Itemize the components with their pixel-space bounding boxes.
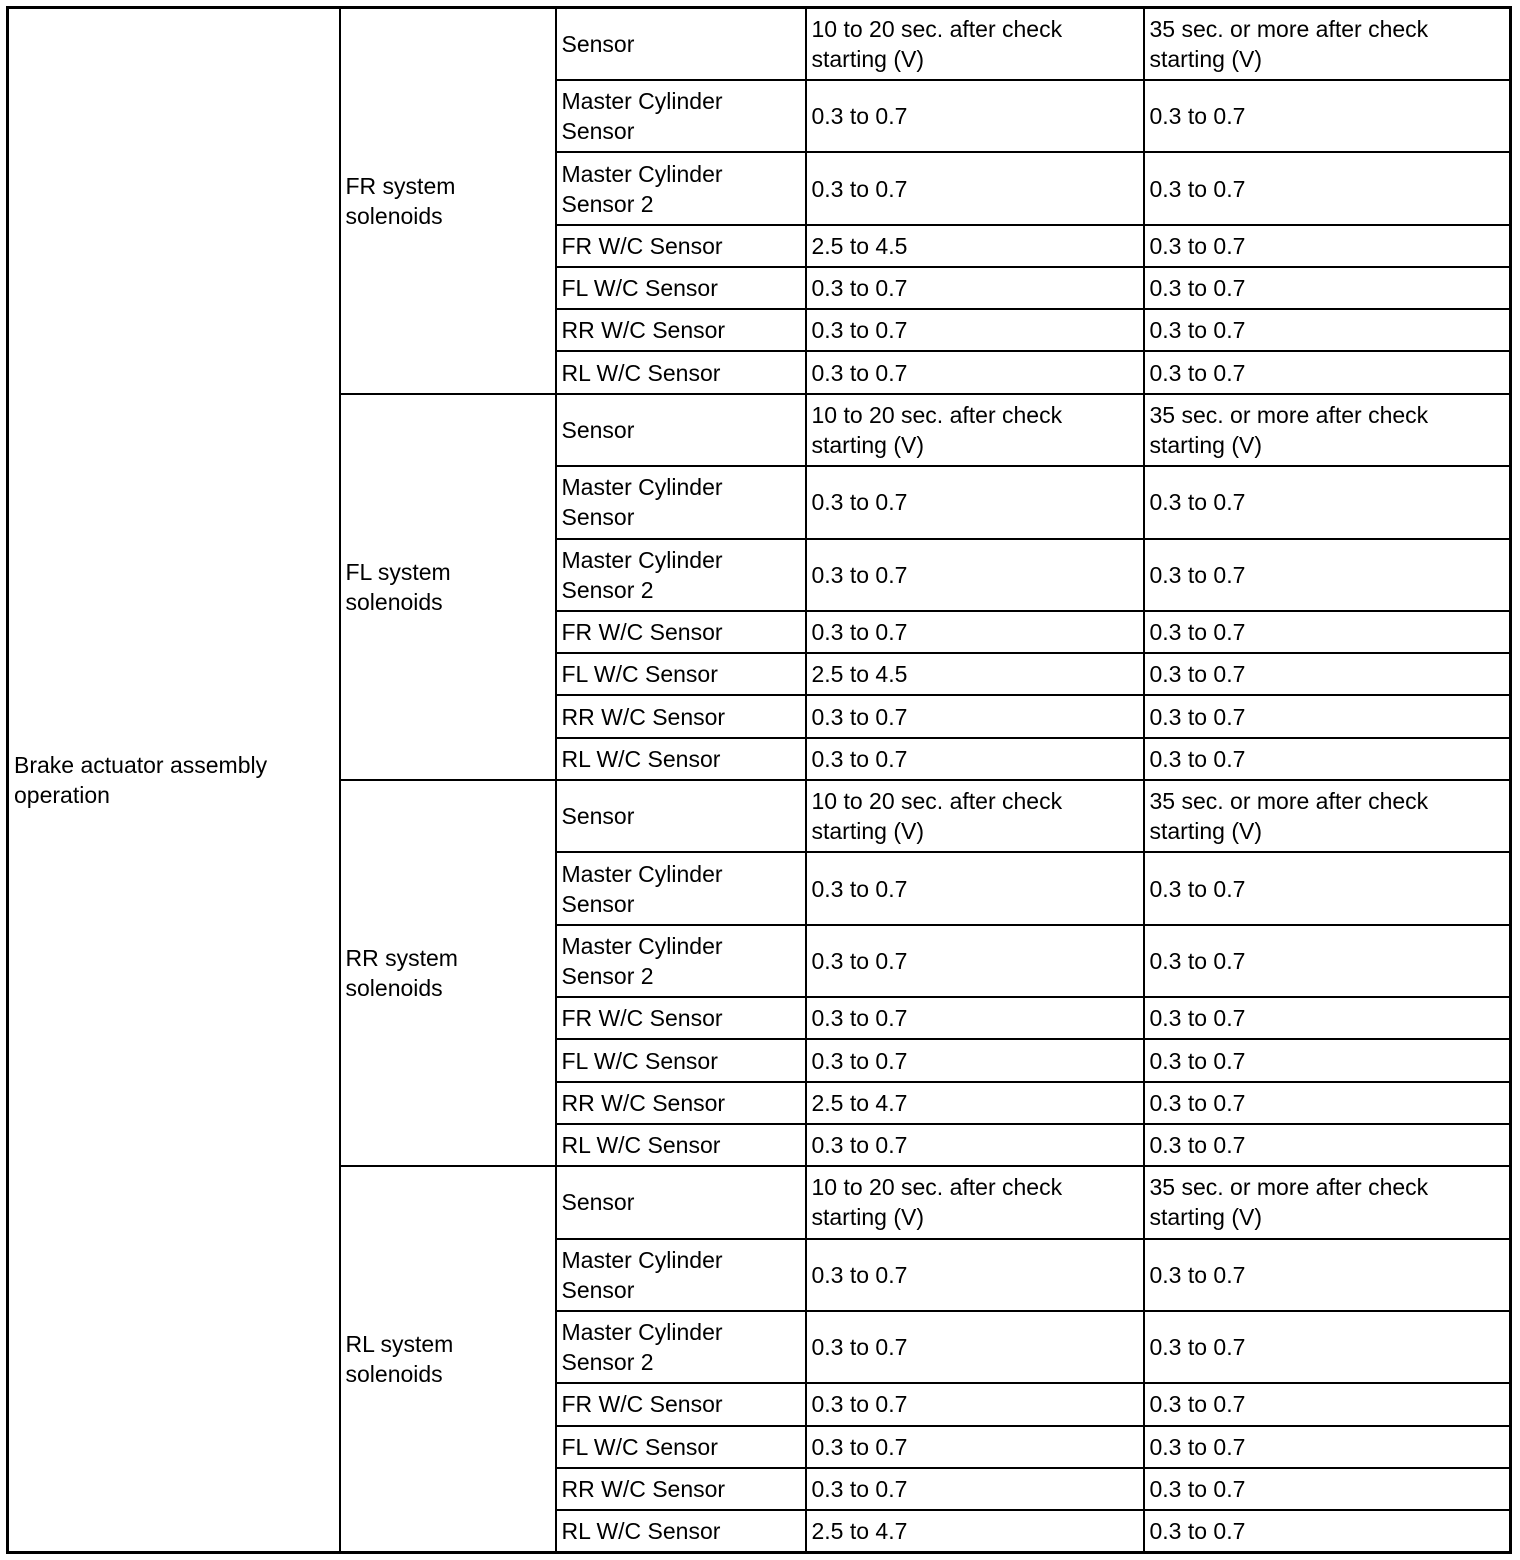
early-voltage-value: 0.3 to 0.7 (806, 1468, 1144, 1510)
early-voltage-value: 0.3 to 0.7 (806, 1383, 1144, 1425)
sensor-name: FL W/C Sensor (556, 1426, 806, 1468)
late-voltage-value: 0.3 to 0.7 (1144, 1082, 1511, 1124)
late-voltage-column-header: 35 sec. or more after check starting (V) (1144, 1166, 1511, 1238)
late-voltage-value: 0.3 to 0.7 (1144, 1468, 1511, 1510)
early-voltage-value: 0.3 to 0.7 (806, 611, 1144, 653)
sensor-name: Master Cylinder Sensor (556, 80, 806, 152)
group-header-row (8, 8, 1511, 80)
sensor-name: FR W/C Sensor (556, 225, 806, 267)
sensor-column-header: Sensor (556, 1166, 806, 1238)
late-voltage-value: 0.3 to 0.7 (1144, 80, 1511, 152)
early-voltage-value: 0.3 to 0.7 (806, 695, 1144, 737)
sensor-name: RL W/C Sensor (556, 1124, 806, 1166)
late-voltage-value: 0.3 to 0.7 (1144, 1039, 1511, 1081)
sensor-name: Master Cylinder Sensor 2 (556, 925, 806, 997)
sensor-name: FL W/C Sensor (556, 267, 806, 309)
late-voltage-value: 0.3 to 0.7 (1144, 695, 1511, 737)
solenoid-group-label: RL system solenoids (340, 1166, 556, 1552)
late-voltage-value: 0.3 to 0.7 (1144, 225, 1511, 267)
sensor-name: RL W/C Sensor (556, 1510, 806, 1552)
early-voltage-value: 2.5 to 4.7 (806, 1510, 1144, 1552)
early-voltage-column-header: 10 to 20 sec. after check starting (V) (806, 1166, 1144, 1238)
early-voltage-column-header: 10 to 20 sec. after check starting (V) (806, 780, 1144, 852)
sensor-name: FL W/C Sensor (556, 1039, 806, 1081)
sensor-name: FR W/C Sensor (556, 1383, 806, 1425)
early-voltage-value: 0.3 to 0.7 (806, 309, 1144, 351)
early-voltage-value: 0.3 to 0.7 (806, 997, 1144, 1039)
late-voltage-value: 0.3 to 0.7 (1144, 1383, 1511, 1425)
sensor-name: RL W/C Sensor (556, 738, 806, 780)
late-voltage-value: 0.3 to 0.7 (1144, 351, 1511, 393)
sensor-column-header: Sensor (556, 780, 806, 852)
early-voltage-value: 0.3 to 0.7 (806, 1124, 1144, 1166)
late-voltage-value: 0.3 to 0.7 (1144, 925, 1511, 997)
early-voltage-value: 0.3 to 0.7 (806, 351, 1144, 393)
solenoid-group-label: RR system solenoids (340, 780, 556, 1166)
late-voltage-value: 0.3 to 0.7 (1144, 1311, 1511, 1383)
late-voltage-value: 0.3 to 0.7 (1144, 466, 1511, 538)
early-voltage-value: 0.3 to 0.7 (806, 80, 1144, 152)
early-voltage-value: 0.3 to 0.7 (806, 1311, 1144, 1383)
sensor-name: Master Cylinder Sensor 2 (556, 1311, 806, 1383)
late-voltage-value: 0.3 to 0.7 (1144, 1124, 1511, 1166)
late-voltage-value: 0.3 to 0.7 (1144, 267, 1511, 309)
late-voltage-column-header: 35 sec. or more after check starting (V) (1144, 394, 1511, 466)
late-voltage-value: 0.3 to 0.7 (1144, 1239, 1511, 1311)
brake-actuator-spec-table (6, 6, 1512, 1554)
sensor-name: Master Cylinder Sensor 2 (556, 539, 806, 611)
early-voltage-value: 2.5 to 4.5 (806, 225, 1144, 267)
early-voltage-value: 0.3 to 0.7 (806, 1239, 1144, 1311)
sensor-name: RL W/C Sensor (556, 351, 806, 393)
early-voltage-value: 0.3 to 0.7 (806, 925, 1144, 997)
sensor-name: RR W/C Sensor (556, 309, 806, 351)
sensor-name: RR W/C Sensor (556, 1082, 806, 1124)
late-voltage-value: 0.3 to 0.7 (1144, 539, 1511, 611)
late-voltage-value: 0.3 to 0.7 (1144, 653, 1511, 695)
operation-label: Brake actuator assembly operation (8, 8, 340, 1553)
late-voltage-value: 0.3 to 0.7 (1144, 738, 1511, 780)
early-voltage-value: 0.3 to 0.7 (806, 1426, 1144, 1468)
late-voltage-column-header: 35 sec. or more after check starting (V) (1144, 780, 1511, 852)
sensor-name: FL W/C Sensor (556, 653, 806, 695)
solenoid-group-label: FL system solenoids (340, 394, 556, 780)
early-voltage-column-header: 10 to 20 sec. after check starting (V) (806, 8, 1144, 80)
sensor-name: Master Cylinder Sensor (556, 1239, 806, 1311)
late-voltage-value: 0.3 to 0.7 (1144, 1426, 1511, 1468)
late-voltage-value: 0.3 to 0.7 (1144, 997, 1511, 1039)
sensor-name: Master Cylinder Sensor 2 (556, 152, 806, 224)
early-voltage-value: 0.3 to 0.7 (806, 852, 1144, 924)
late-voltage-value: 0.3 to 0.7 (1144, 611, 1511, 653)
sensor-name: Master Cylinder Sensor (556, 466, 806, 538)
solenoid-group-label: FR system solenoids (340, 8, 556, 394)
early-voltage-value: 2.5 to 4.5 (806, 653, 1144, 695)
early-voltage-value: 0.3 to 0.7 (806, 1039, 1144, 1081)
sensor-column-header: Sensor (556, 8, 806, 80)
late-voltage-value: 0.3 to 0.7 (1144, 309, 1511, 351)
early-voltage-value: 0.3 to 0.7 (806, 267, 1144, 309)
early-voltage-value: 0.3 to 0.7 (806, 466, 1144, 538)
early-voltage-value: 0.3 to 0.7 (806, 539, 1144, 611)
early-voltage-value: 2.5 to 4.7 (806, 1082, 1144, 1124)
sensor-name: RR W/C Sensor (556, 695, 806, 737)
late-voltage-value: 0.3 to 0.7 (1144, 852, 1511, 924)
late-voltage-value: 0.3 to 0.7 (1144, 1510, 1511, 1552)
late-voltage-value: 0.3 to 0.7 (1144, 152, 1511, 224)
sensor-column-header: Sensor (556, 394, 806, 466)
sensor-name: Master Cylinder Sensor (556, 852, 806, 924)
sensor-name: FR W/C Sensor (556, 997, 806, 1039)
spec-table-body (8, 8, 1511, 1553)
late-voltage-column-header: 35 sec. or more after check starting (V) (1144, 8, 1511, 80)
sensor-name: RR W/C Sensor (556, 1468, 806, 1510)
sensor-name: FR W/C Sensor (556, 611, 806, 653)
early-voltage-value: 0.3 to 0.7 (806, 738, 1144, 780)
early-voltage-column-header: 10 to 20 sec. after check starting (V) (806, 394, 1144, 466)
early-voltage-value: 0.3 to 0.7 (806, 152, 1144, 224)
